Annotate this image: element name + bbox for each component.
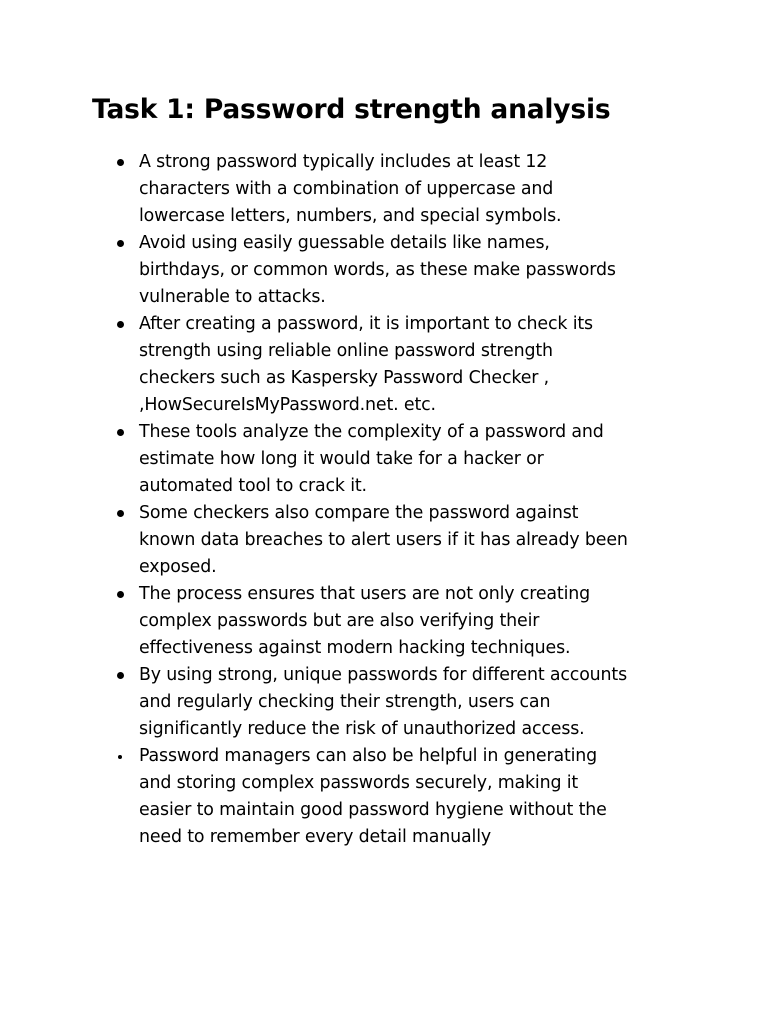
bullet-text-line: complex passwords but are also verifying their bbox=[139, 611, 540, 631]
bullet-text-line: A strong password typically includes at least 12 bbox=[139, 152, 548, 172]
bullet-text-line: characters with a combination of uppercase and bbox=[139, 179, 554, 199]
bullet-icon bbox=[117, 591, 124, 598]
bullet-text-line: The process ensures that users are not only creating bbox=[139, 584, 591, 604]
bullet-text-line: lowercase letters, numbers, and special symbols. bbox=[139, 206, 562, 226]
bullet-text-line: and regularly checking their strength, users can bbox=[139, 692, 551, 712]
bullet-text-line: After creating a password, it is important to check its bbox=[139, 314, 593, 334]
page-title: Task 1: Password strength analysis bbox=[92, 94, 611, 125]
bullet-text-line: Avoid using easily guessable details like names, bbox=[139, 233, 550, 253]
bullet-text-line: and storing complex passwords securely, making it bbox=[139, 773, 579, 793]
bullet-text-line: strength using reliable online password strength bbox=[139, 341, 553, 361]
bullet-icon bbox=[118, 755, 122, 759]
bullet-icon bbox=[117, 510, 124, 517]
bullet-text-line: birthdays, or common words, as these make passwords bbox=[139, 260, 616, 280]
list-item bbox=[0, 500, 699, 581]
bullet-icon bbox=[117, 321, 124, 328]
bullet-text-line: effectiveness against modern hacking techniques. bbox=[139, 638, 571, 658]
bullet-icon bbox=[117, 672, 124, 679]
bullet-icon bbox=[117, 240, 124, 247]
bullet-text-line: By using strong, unique passwords for different accounts bbox=[139, 665, 628, 685]
list-item bbox=[0, 230, 699, 311]
bullet-text-line: need to remember every detail manually bbox=[139, 827, 492, 847]
list-item bbox=[0, 743, 699, 851]
bullet-text-line: automated tool to crack it. bbox=[139, 476, 367, 496]
list-item bbox=[0, 662, 699, 743]
bullet-text-line: exposed. bbox=[139, 557, 217, 577]
bullet-text-line: Some checkers also compare the password against bbox=[139, 503, 579, 523]
bullet-text-line: known data breaches to alert users if it has already been bbox=[139, 530, 628, 550]
bullet-text-line: checkers such as Kaspersky Password Checker , bbox=[139, 368, 549, 388]
list-item bbox=[0, 581, 699, 662]
bullet-text-line: vulnerable to attacks. bbox=[139, 287, 326, 307]
bullet-icon bbox=[117, 429, 124, 436]
bullet-text-line: ,HowSecureIsMyPassword.net. etc. bbox=[139, 395, 436, 415]
bullet-text-line: These tools analyze the complexity of a password and bbox=[139, 422, 604, 442]
bullet-text-line: estimate how long it would take for a hacker or bbox=[139, 449, 544, 469]
bullet-list bbox=[0, 149, 768, 851]
bullet-text-line: Password managers can also be helpful in generating bbox=[139, 746, 598, 766]
bullet-text-line: easier to maintain good password hygiene without the bbox=[139, 800, 607, 820]
bullet-icon bbox=[117, 159, 124, 166]
list-item bbox=[0, 311, 699, 419]
bullet-text-line: significantly reduce the risk of unauthorized access. bbox=[139, 719, 585, 739]
list-item bbox=[0, 149, 699, 230]
list-item bbox=[0, 419, 699, 500]
